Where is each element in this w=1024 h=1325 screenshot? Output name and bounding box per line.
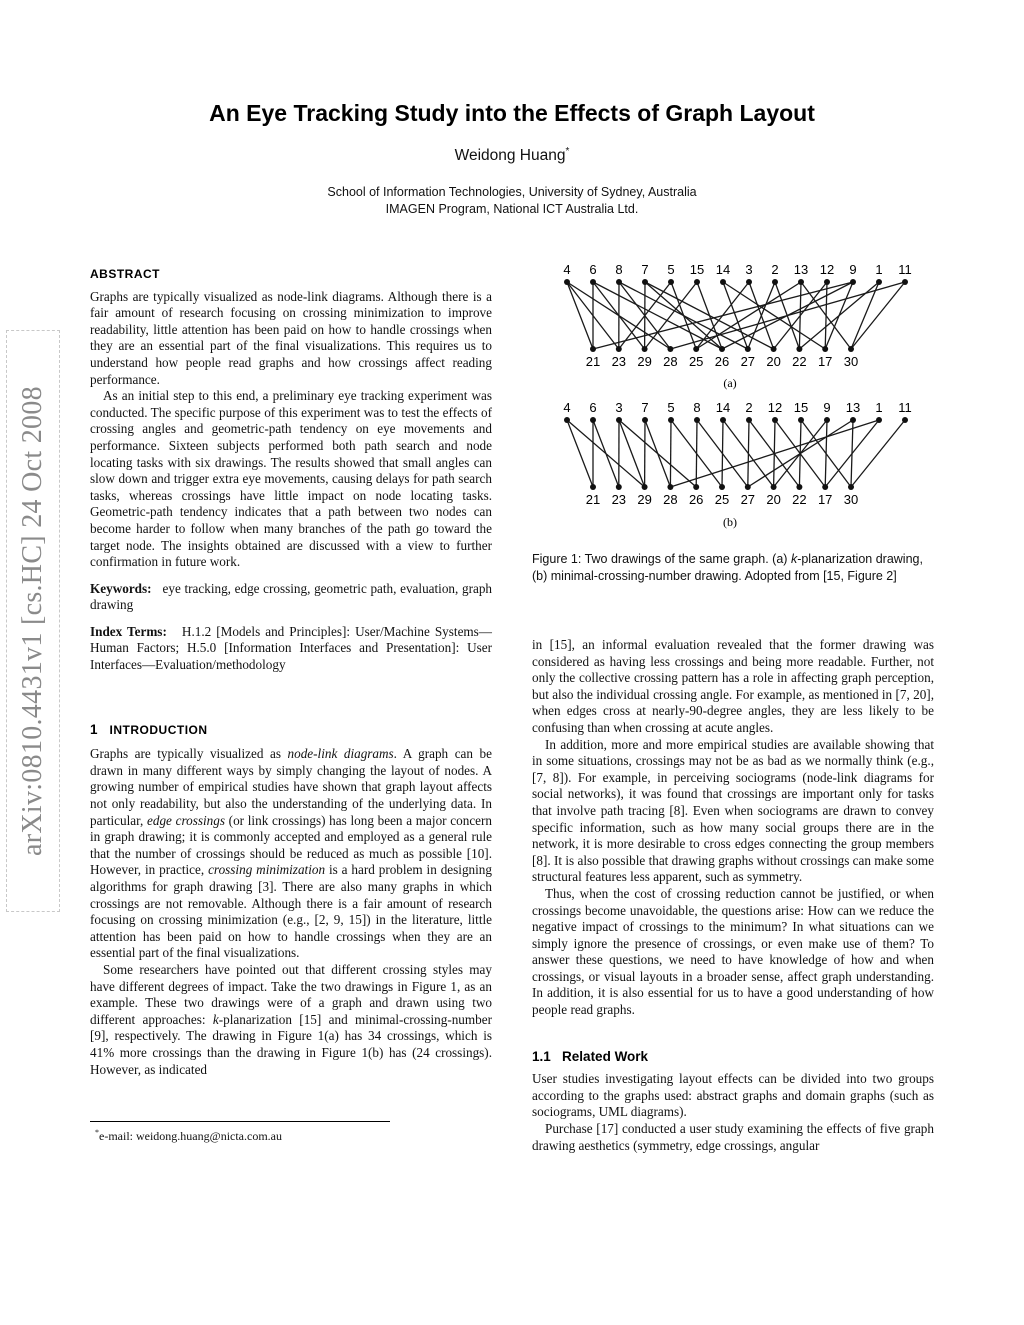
index-terms-text: H.1.2 [Models and Principles]: User/Machine Systems—Human Factors; H.5.0 [Information Interfaces and Presentation]: User Interfaces—Evaluation/methodology xyxy=(90,623,492,673)
graph-a-top-node-label: 5 xyxy=(667,262,675,277)
footnote xyxy=(95,1128,282,1144)
affiliation-1: School of Information Technologies, University of Sydney, Australia xyxy=(327,185,697,199)
graph-b-top-node-label: 4 xyxy=(563,400,571,415)
graph-b-edge xyxy=(567,420,593,487)
graph-a-top-node xyxy=(850,279,856,285)
graph-b-top-node xyxy=(694,417,700,423)
graph-b-edge xyxy=(645,420,670,487)
graph-a-top-node-label: 2 xyxy=(771,262,779,277)
graph-b-bottom-node-label: 23 xyxy=(611,492,627,507)
graph-a-bottom-node xyxy=(745,346,751,352)
graph-b-top-node-label: 14 xyxy=(715,400,731,415)
related-work-title: Related Work xyxy=(562,1048,649,1064)
graph-b-bottom-node-label: 26 xyxy=(688,492,704,507)
affiliation-2: IMAGEN Program, National ICT Australia Ltd. xyxy=(385,202,639,216)
author-name: Weidong Huang xyxy=(454,147,566,165)
graph-b-bottom-node xyxy=(667,484,673,490)
intro-heading-text: INTRODUCTION xyxy=(109,722,208,737)
graph-a-edge xyxy=(567,282,593,349)
graph-b-top-node xyxy=(668,417,674,423)
abstract-heading: ABSTRACT xyxy=(90,267,160,281)
graph-a-edge xyxy=(723,282,748,349)
graph-a-top-node xyxy=(902,279,908,285)
graph-b-edge xyxy=(619,420,645,487)
graph-a-edge xyxy=(799,282,879,349)
graph-b-top-node xyxy=(850,417,856,423)
figure-caption: Figure 1: Two drawings of the same graph. (a) k-planarization drawing, (b) minimal-crossing-number drawing. Adopted from [15, Figure 2] xyxy=(532,552,923,583)
graph-b-edge xyxy=(825,420,827,487)
graph-a-top-node-label: 7 xyxy=(641,262,649,277)
graph-b-bottom-node xyxy=(616,484,622,490)
graph-b-top-node-label: 9 xyxy=(823,400,831,415)
graph-a-top-node-label: 15 xyxy=(689,262,705,277)
graph-a-bottom-node-label: 21 xyxy=(585,354,601,369)
graph-a-edge xyxy=(670,282,905,349)
graph-a-top-node xyxy=(642,279,648,285)
graph-a-top-node-label: 12 xyxy=(819,262,835,277)
graph-b-bottom-node-label: 28 xyxy=(663,492,678,507)
index-terms xyxy=(90,624,492,674)
graph-b-bottom-node xyxy=(796,484,802,490)
graph-a-edge xyxy=(851,282,879,349)
graph-a-bottom-node xyxy=(822,346,828,352)
graph-b-bottom-node xyxy=(745,484,751,490)
graph-a-edge xyxy=(748,282,775,349)
graph-b-top-node xyxy=(876,417,882,423)
graph-b-top-node xyxy=(746,417,752,423)
graph-b-bottom-node-label: 21 xyxy=(585,492,601,507)
graph-a-edge xyxy=(723,282,825,349)
graph-b xyxy=(563,400,911,507)
keywords xyxy=(90,581,492,614)
footnote-text: e-mail: weidong.huang@nicta.com.au xyxy=(99,1129,282,1143)
graph-b-edge xyxy=(670,420,671,487)
graph-a-bottom-node xyxy=(616,346,622,352)
graph-b-top-node xyxy=(902,417,908,423)
graph-b-top-node xyxy=(798,417,804,423)
graph-b-edge xyxy=(748,420,749,487)
graph-a-top-node xyxy=(876,279,882,285)
right-paragraph-2: In addition, more and more empirical studies are available showing that in some situations, crossings may not be as bad as we normally think (e.g., [7, 8]). For example, in perceiving sociograms (node-link diagrams for social networks), it was found that crossings are important only for tasks that involve path tracing [8]. Even when sociograms are drawn to convey specific information, such as how many social groups there are in the network, it is more desirable to cross edges connecting the group members [8]. It is also possible that drawing graphs without crossings can make some structural features less apparent, such as symmetry. xyxy=(532,736,934,885)
paper-title: An Eye Tracking Study into the Effects of Graph Layout xyxy=(209,100,815,126)
graph-b-edge xyxy=(696,420,697,487)
graph-b-bottom-node-label: 29 xyxy=(637,492,652,507)
graph-a-bottom-node xyxy=(590,346,596,352)
graph-a-top-node xyxy=(616,279,622,285)
right-paragraph-4: User studies investigating layout effects can be divided into two groups according to the graphs used: abstract graphs and domain graphs (such as sociograms, UML diagrams). xyxy=(532,1071,934,1120)
graph-a-top-node xyxy=(798,279,804,285)
graph-a-bottom-node-label: 26 xyxy=(714,354,730,369)
graph-a-top-node xyxy=(720,279,726,285)
related-work-number: 1.1 xyxy=(532,1048,551,1064)
figure-1-graphs xyxy=(550,256,920,546)
graph-b-bottom-node-label: 20 xyxy=(766,492,781,507)
graph-a-top-node-label: 8 xyxy=(615,262,623,277)
graph-a-bottom-node-label: 27 xyxy=(740,354,756,369)
graph-b-top-node-label: 3 xyxy=(615,400,623,415)
graph-b-bottom-node-label: 27 xyxy=(740,492,756,507)
graph-b-bottom-node xyxy=(590,484,596,490)
graph-a-bottom-node-label: 17 xyxy=(817,354,833,369)
graph-b-edge xyxy=(722,420,723,487)
graph-a-edge xyxy=(825,282,827,349)
graph-a-bottom-node-label: 29 xyxy=(637,354,652,369)
author-footnote-mark: * xyxy=(565,146,570,157)
graph-a-bottom-node xyxy=(771,346,777,352)
graph-a-top-node xyxy=(746,279,752,285)
graph-b-top-node xyxy=(564,417,570,423)
intro-number: 1 xyxy=(90,721,99,737)
figure-label-b: (b) xyxy=(723,515,737,529)
footnote-mark: * xyxy=(95,1128,99,1137)
graph-a-bottom-node-label: 22 xyxy=(792,354,807,369)
graph-b-edge xyxy=(851,420,905,487)
intro-paragraph-1: Graphs are typically visualized as node-link diagrams. A graph can be drawn in many different ways by simply changing the layout of nodes. A growing number of empirical studies have shown that graph layout affects not only readability, but also the understanding of the underlying data. In particular, edge crossings (or link crossings) has long been a major concern in graph drawing; it is commonly accepted and employed as a general rule that the number of crossings should be reduced as much as possible [10]. However, in practice, crossing minimization is a hard problem in designing algorithms for graph drawing [3]. There are also many graphs in which crossings are not removable. Although there is a fair amount of research focusing on crossing minimization (e.g., [2, 9, 15]) in the literature, little attention has been paid on how to handle crossings when they are an essential part of the final visualizations. xyxy=(90,746,493,961)
abstract-paragraph-2: As an initial step to this end, a preliminary eye tracking experiment was conducted. The specific purpose of this experiment was to test the effects of crossing angles and geometric-path tendency on eye movements and performance. Sixteen subjects performed both path search and node locating tasks with six drawings. The results showed that small angles can slow down and trigger extra eye movements, causing delays for path search tasks, whereas crossings have little impact on node locating tasks. Geometric-path tendency indicates that a path between two nodes can become harder to follow when many branches of the path go toward the target node. The insights obtained are discussed with a view to further confirmation in future work. xyxy=(90,388,492,570)
graph-b-bottom-node xyxy=(693,484,699,490)
graph-a-top-node-label: 14 xyxy=(715,262,731,277)
graph-b-bottom-node-label: 25 xyxy=(714,492,730,507)
graph-a-edge xyxy=(593,282,853,349)
graph-b-bottom-node xyxy=(848,484,854,490)
related-work-heading xyxy=(532,1049,934,1066)
graph-b-bottom-node xyxy=(771,484,777,490)
graph-a-bottom-node-label: 25 xyxy=(688,354,704,369)
graph-b-top-node-label: 7 xyxy=(641,400,649,415)
graph-b-top-node-label: 15 xyxy=(793,400,809,415)
graph-b-bottom-node-label: 17 xyxy=(817,492,833,507)
graph-a-bottom-node xyxy=(667,346,673,352)
arxiv-stamp-text: arXiv:0810.4431v1 [cs.HC] 24 Oct 2008 xyxy=(17,386,48,856)
graph-a-bottom-node xyxy=(796,346,802,352)
graph-b-top-node xyxy=(772,417,778,423)
graph-b-top-node-label: 12 xyxy=(767,400,783,415)
graph-b-top-node xyxy=(616,417,622,423)
graph-a-top-node-label: 11 xyxy=(898,262,912,277)
keywords-text: eye tracking, edge crossing, geometric path, evaluation, graph drawing xyxy=(90,580,493,613)
graph-a-edge xyxy=(696,282,801,349)
graph-a-top-node xyxy=(824,279,830,285)
graph-a-top-node xyxy=(668,279,674,285)
abstract-paragraph-1: Graphs are typically visualized as node-link diagrams. Although there is a fair amount of research focusing on crossing minimization to improve readability, little attention has been paid on how to handle crossings when they are an essential part of the final visualizations. This requires us to understand how people read graphs and how crossings affect reading performance. xyxy=(90,288,492,387)
graph-b-bottom-node xyxy=(822,484,828,490)
graph-a-bottom-node xyxy=(642,346,648,352)
graph-a-top-node-label: 9 xyxy=(849,262,857,277)
graph-a-bottom-node-label: 28 xyxy=(663,354,678,369)
graph-b-bottom-node xyxy=(719,484,725,490)
graph-b-top-node xyxy=(824,417,830,423)
graph-a-top-node-label: 13 xyxy=(793,262,809,277)
graph-a-bottom-node xyxy=(848,346,854,352)
right-column xyxy=(532,637,934,1154)
graph-a-bottom-node-label: 20 xyxy=(766,354,781,369)
graph-a-bottom-node-label: 23 xyxy=(611,354,627,369)
graph-a-top-node xyxy=(564,279,570,285)
left-column xyxy=(90,266,492,1078)
graph-a-bottom-node-label: 30 xyxy=(843,354,859,369)
graph-a-bottom-node xyxy=(693,346,699,352)
graph-b-top-node xyxy=(642,417,648,423)
graph-b-top-node-label: 6 xyxy=(589,400,597,415)
keywords-label: Keywords: xyxy=(90,580,152,596)
right-paragraph-5: Purchase [17] conducted a user study examining the effects of five graph drawing aesthetics (symmetry, edge crossings, angular xyxy=(532,1121,934,1153)
arxiv-stamp xyxy=(6,330,60,912)
graph-b-top-node-label: 2 xyxy=(745,400,753,415)
index-terms-label: Index Terms: xyxy=(90,623,167,639)
right-paragraph-3: Thus, when the cost of crossing reduction cannot be justified, or when crossings become unavoidable, the questions arise: How can we reduce the negative impact of crossings to the minimum? In what situations can we simply ignore the presence of crossings, or even make use of them? To answer these questions, we need to have knowledge of how and when crossings, or visual layouts in a broader sense, affect graph understanding. In addition, it is also essential for us to have a good understanding of how people read graphs. xyxy=(532,885,934,1018)
graph-a-top-node-label: 4 xyxy=(563,262,571,277)
graph-b-top-node xyxy=(590,417,596,423)
graph-a-bottom-node xyxy=(719,346,725,352)
figure-label-a: (a) xyxy=(723,376,737,390)
graph-a-top-node xyxy=(694,279,700,285)
graph-a-top-node xyxy=(772,279,778,285)
graph-b-top-node-label: 13 xyxy=(845,400,861,415)
graph-b-top-node-label: 8 xyxy=(693,400,701,415)
graph-a-top-node-label: 1 xyxy=(875,262,883,277)
intro-heading xyxy=(90,722,492,739)
figure-1 xyxy=(550,256,920,546)
graph-a-edge xyxy=(851,282,905,349)
graph-b-top-node-label: 5 xyxy=(667,400,675,415)
footnote-rule xyxy=(90,1121,390,1122)
author-line xyxy=(0,146,1024,165)
graph-b-top-node xyxy=(720,417,726,423)
graph-b-top-node-label: 1 xyxy=(875,400,883,415)
graph-a-edge xyxy=(645,282,697,349)
graph-b-bottom-node xyxy=(642,484,648,490)
right-paragraph-1: in [15], an informal evaluation revealed that the former drawing was considered as having less crossings and being more readable. Further, not only the collective crossing pattern has a role in affecting graph perception, but also the individual crossing angle. For example, as mentioned in [7, 20], when edges cross at nearly-90-degree angles, they are less likely to be confusing than when crossing at acute angles. xyxy=(532,637,934,735)
graph-b-edge xyxy=(593,420,619,487)
graph-b-top-node-label: 11 xyxy=(898,400,912,415)
graph-b-bottom-node-label: 22 xyxy=(792,492,807,507)
intro-paragraph-2: Some researchers have pointed out that different crossing styles may have different degrees of impact. Take the two drawings in Figure 1, as an example. These two drawings were of a graph and drawn using two different approaches: k-planarization [15] and minimal-crossing-number [9], respectively. The drawing in Figure 1(a) has 34 crossings, which is 41% more crossings than the drawing in Figure 1(b) has (24 crossings). However, as indicated xyxy=(90,961,493,1077)
graph-b-bottom-node-label: 30 xyxy=(843,492,859,507)
graph-a xyxy=(563,262,911,369)
graph-a-top-node xyxy=(590,279,596,285)
graph-a-top-node-label: 3 xyxy=(745,262,753,277)
graph-a-top-node-label: 6 xyxy=(589,262,597,277)
